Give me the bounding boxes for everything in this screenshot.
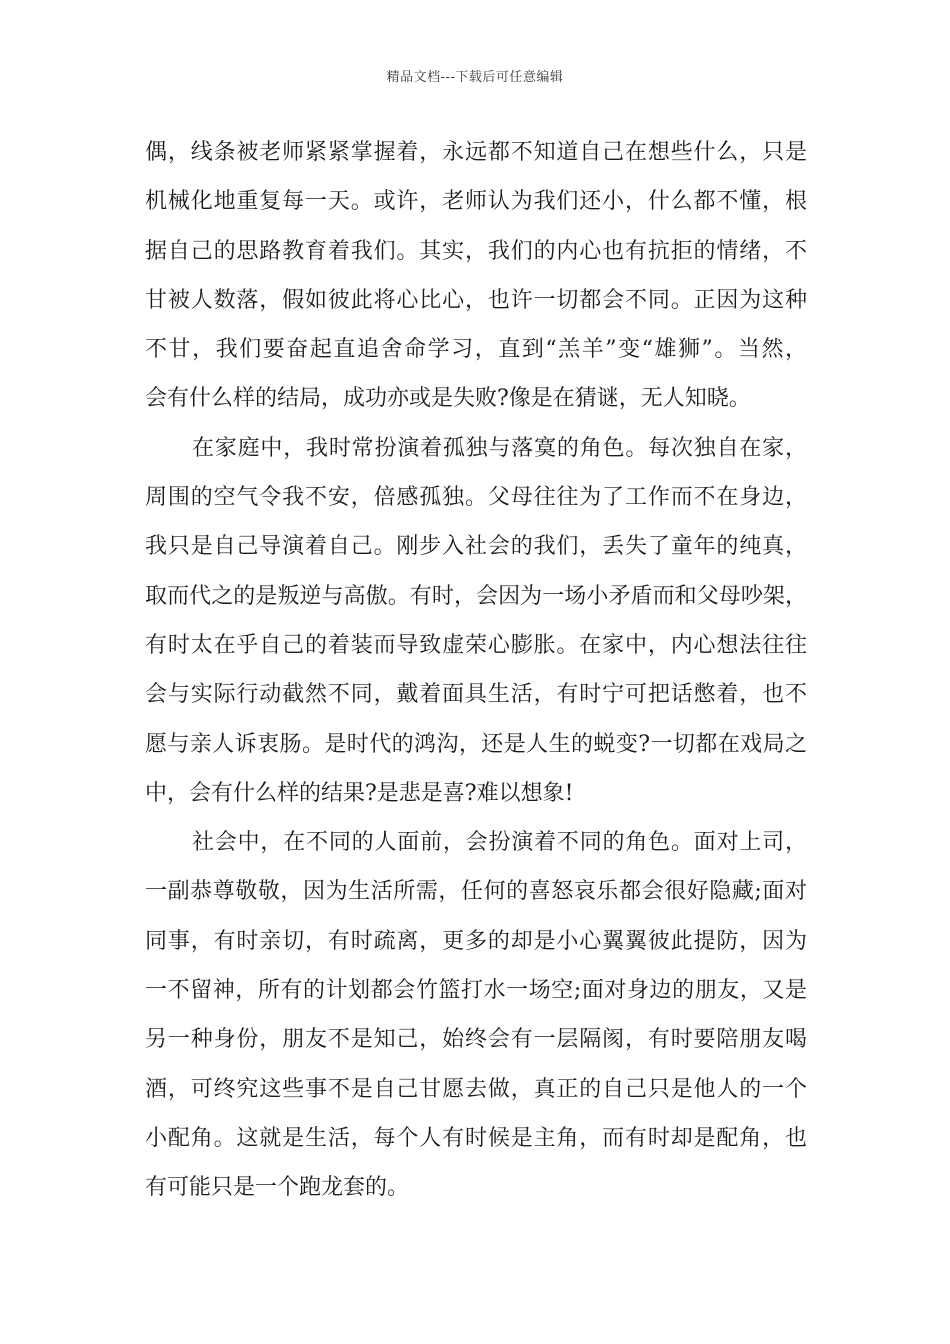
text-line: 酒，可终究这些事不是自己甘愿去做，真正的自己只是他人的一个	[145, 1076, 807, 1102]
text-line: 我只是自己导演着自己。刚步入社会的我们，丢失了童年的纯真，	[145, 534, 807, 560]
text-line: 会与实际行动截然不同，戴着面具生活，有时宁可把话憋着，也不	[145, 682, 807, 708]
text-line: 另一种身份，朋友不是知己，始终会有一层隔阂，有时要陪朋友喝	[145, 1027, 807, 1053]
text-line: 周围的空气令我不安，倍感孤独。父母往往为了工作而不在身边，	[145, 485, 807, 511]
text-line: 同事，有时亲切，有时疏离，更多的却是小心翼翼彼此提防，因为	[145, 928, 807, 954]
paragraph	[145, 424, 807, 818]
text-line: 不甘，我们要奋起直追舍命学习，直到“羔羊”变“雄狮”。当然，	[145, 337, 807, 363]
text-line: 一副恭尊敬敬，因为生活所需，任何的喜怒哀乐都会很好隐藏;面对	[145, 879, 807, 905]
paragraph	[145, 128, 807, 424]
text-line: 中，会有什么样的结果?是悲是喜?难以想象!	[145, 780, 574, 806]
text-line: 偶，线条被老师紧紧掌握着，永远都不知道自己在想些什么，只是	[145, 140, 807, 165]
text-line: 社会中，在不同的人面前，会扮演着不同的角色。面对上司，	[192, 830, 807, 856]
text-line: 会有什么样的结局，成功亦或是失败?像是在猜谜，无人知晓。	[145, 386, 751, 412]
text-line: 一不留神，所有的计划都会竹篮打水一场空;面对身边的朋友，又是	[145, 978, 807, 1004]
text-line: 甘被人数落，假如彼此将心比心，也许一切都会不同。正因为这种	[145, 287, 807, 313]
text-line: 有时太在乎自己的着装而导致虚荣心膨胀。在家中，内心想法往往	[145, 632, 807, 658]
text-line: 取而代之的是叛逆与高傲。有时，会因为一场小矛盾而和父母吵架，	[145, 583, 807, 609]
page-header: 精品文档---下载后可任意编辑	[386, 70, 564, 85]
paragraph	[145, 818, 807, 1212]
text-line: 有可能只是一个跑龙套的。	[145, 1175, 410, 1201]
text-line: 在家庭中，我时常扮演着孤独与落寞的角色。每次独自在家，	[192, 435, 807, 461]
text-line: 据自己的思路教育着我们。其实，我们的内心也有抗拒的情绪，不	[145, 238, 807, 264]
document-body	[145, 128, 807, 1213]
text-line: 小配角。这就是生活，每个人有时候是主角，而有时却是配角，也	[145, 1125, 807, 1151]
text-line: 愿与亲人诉衷肠。是时代的鸿沟，还是人生的蜕变?一切都在戏局之	[145, 731, 807, 757]
text-line: 机械化地重复每一天。或许，老师认为我们还小，什么都不懂，根	[145, 189, 807, 215]
